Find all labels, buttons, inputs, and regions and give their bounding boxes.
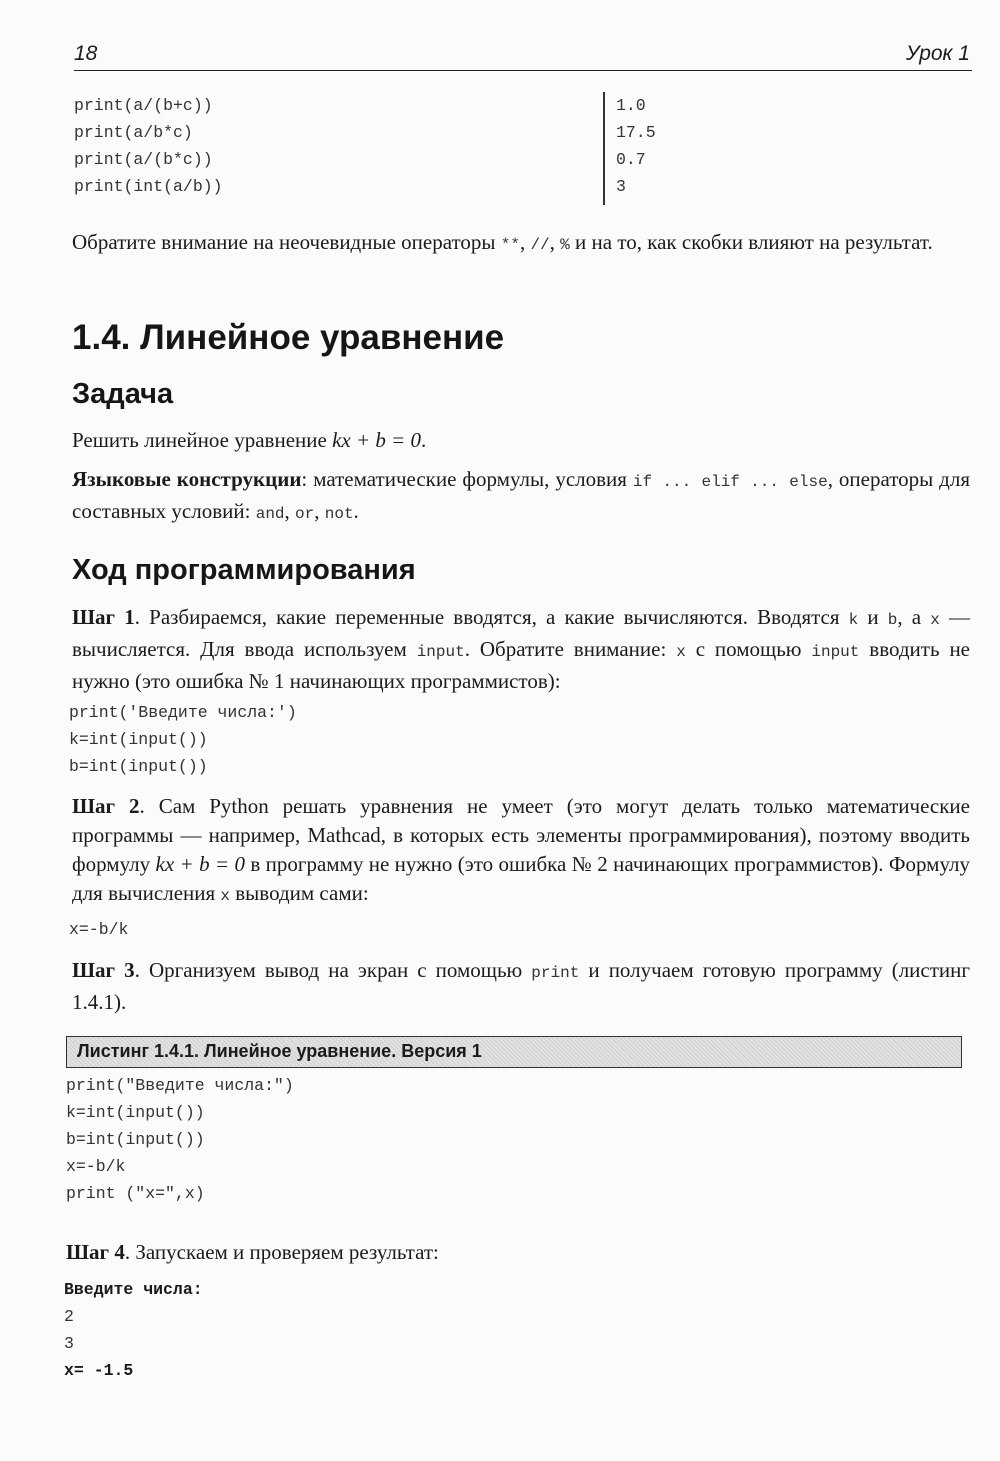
chapter-title: Урок 1: [906, 42, 970, 65]
operator-examples-table: [74, 92, 974, 212]
step-1-code: [69, 699, 297, 780]
code-line: print ("x=",x): [66, 1184, 205, 1203]
output-prompt: Введите числа:: [64, 1280, 203, 1299]
language-constructs: Языковые конструкции: математические формулы, условия if ... elif ... else, операторы для составных условий: and, or, not.: [72, 467, 971, 523]
step-3-text: Шаг 3. Организуем вывод на экран с помощью print и получаем готовую программу (листинг 1.4.1).: [72, 958, 970, 1014]
operator-code-column: [74, 92, 602, 200]
output-input-line: 3: [64, 1334, 74, 1353]
code-line: k=int(input()): [69, 730, 208, 749]
code-line: k=int(input()): [66, 1103, 205, 1122]
listing-code: [66, 1072, 294, 1207]
operators-note: Обратите внимание на неочевидные операторы **, //, % и на то, как скобки влияют на результат.: [72, 230, 933, 254]
step-1-text: Шаг 1. Разбираемся, какие переменные вводятся, а какие вычисляются. Вводятся k и b, а x — вычисляется. Для ввода используем input. Обратите внимание: x с помощью input вводить не нужно (это ошибка № 1 начинающих программистов):: [72, 605, 971, 693]
program-output: [64, 1276, 203, 1384]
code-line: print(a/b*c): [74, 123, 193, 142]
section-title: 1.4. Линейное уравнение: [72, 318, 505, 357]
result-line: 1.0: [616, 96, 646, 115]
step-2-text: Шаг 2. Сам Python решать уравнения не умеет (это могут делать только математические программы — например, Mathcad, в которых есть элементы программирования), поэтому вводить формулу kx + b = 0 в программу не нужно (это ошибка № 2 начинающих программистов). Формулу для вычисления x выводим сами:: [72, 794, 971, 905]
code-line: print("Введите числа:"): [66, 1076, 294, 1095]
code-line: print(int(a/b)): [74, 177, 223, 196]
result-line: 0.7: [616, 150, 646, 169]
code-line: b=int(input()): [69, 757, 208, 776]
result-line: 3: [616, 177, 626, 196]
operator-result-column: [616, 92, 656, 200]
column-divider: [603, 92, 605, 205]
code-line: print(a/(b+c)): [74, 96, 213, 115]
formula: kx + b = 0: [332, 428, 422, 452]
output-input-line: 2: [64, 1307, 74, 1326]
code-line: x=-b/k: [69, 920, 129, 939]
task-heading: Задача: [72, 378, 174, 410]
page-number: 18: [74, 42, 98, 65]
code-line: b=int(input()): [66, 1130, 205, 1149]
output-result: x= -1.5: [64, 1361, 134, 1380]
result-line: 17.5: [616, 123, 656, 142]
step-2-code: [69, 916, 128, 943]
listing-title: Листинг 1.4.1. Линейное уравнение. Версия 1: [77, 1041, 482, 1061]
programming-heading: Ход программирования: [72, 554, 416, 586]
code-line: x=-b/k: [66, 1157, 126, 1176]
code-line: print('Введите числа:'): [69, 703, 297, 722]
task-text: Решить линейное уравнение kx + b = 0.: [72, 428, 427, 452]
step-4-text: Шаг 4. Запускаем и проверяем результат:: [66, 1240, 439, 1264]
code-line: print(a/(b*c)): [74, 150, 213, 169]
page-header: [74, 42, 972, 71]
listing-title-bar: [66, 1036, 962, 1068]
